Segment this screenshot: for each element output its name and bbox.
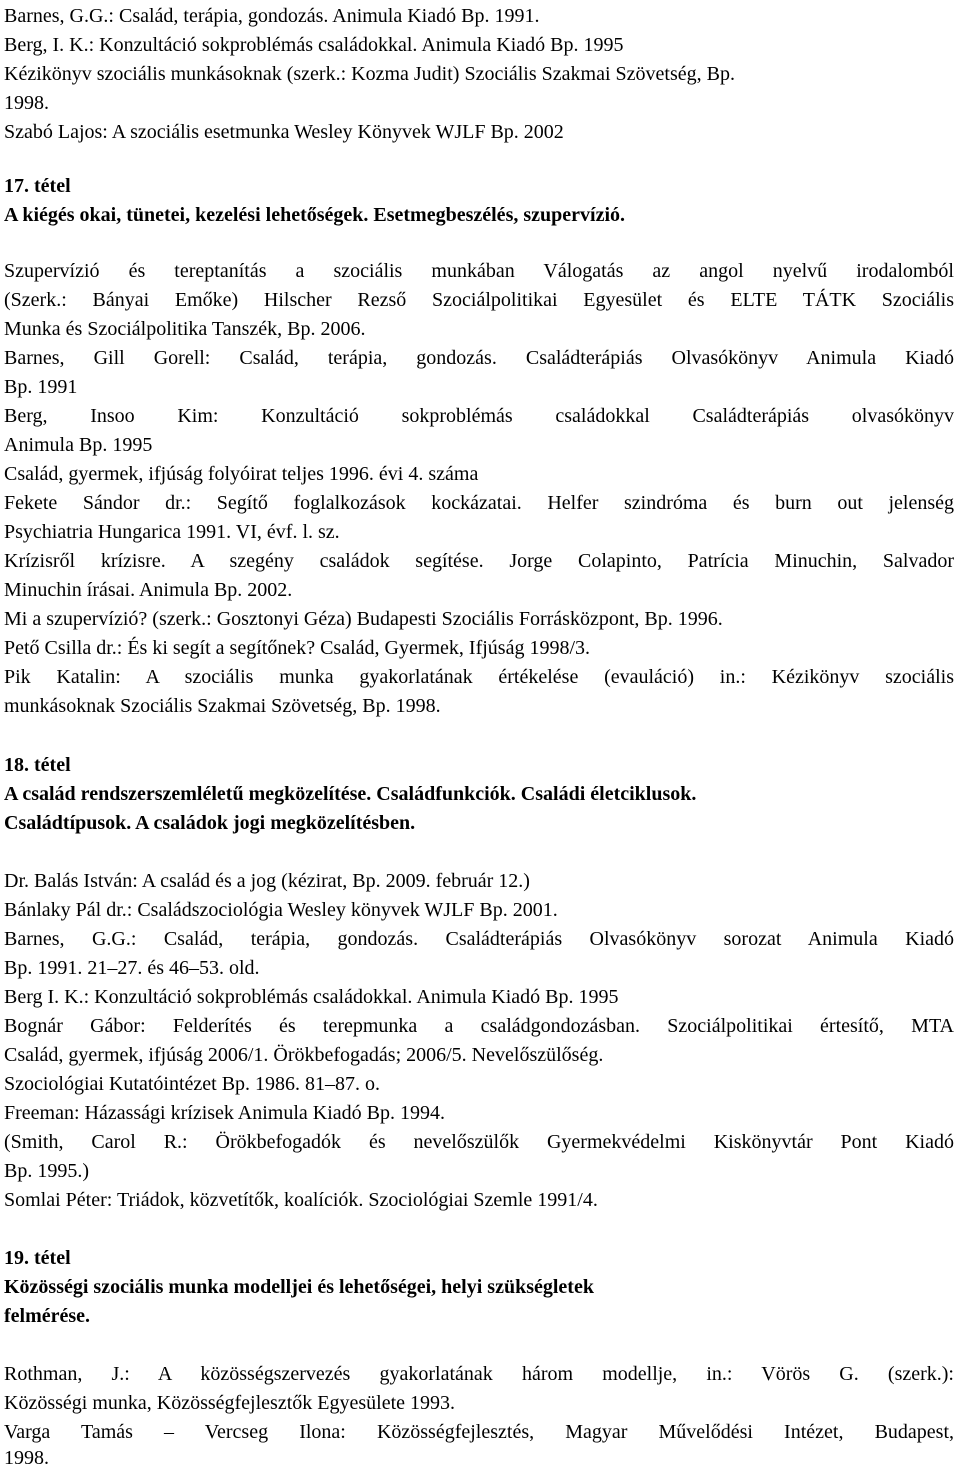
reference-line: (Smith, Carol R.: Örökbefogadók és nevelőszülők Gyermekvédelmi Kiskönyvtár Pont Kiadó xyxy=(4,1131,954,1153)
reference-line: Bánlaky Pál dr.: Családszociológia Wesley könyvek WJLF Bp. 2001. xyxy=(4,899,558,921)
reference-line: Barnes, G.G.: Család, terápia, gondozás. Családterápiás Olvasókönyv sorozat Animula Kiadó xyxy=(4,928,954,950)
reference-line: 1998. xyxy=(4,92,49,114)
section-number: 18. tétel xyxy=(4,754,71,776)
section-title: A kiégés okai, tünetei, kezelési lehetőségek. Esetmegbeszélés, szupervízió. xyxy=(4,204,625,226)
reference-line: Barnes, Gill Gorell: Család, terápia, gondozás. Családterápiás Olvasókönyv Animula Kiadó xyxy=(4,347,954,369)
reference-line: Somlai Péter: Triádok, közvetítők, koalíciók. Szociológiai Szemle 1991/4. xyxy=(4,1189,598,1211)
reference-line: Minuchin írásai. Animula Bp. 2002. xyxy=(4,579,293,601)
reference-line: Közösségi munka, Közösségfejlesztők Egyesülete 1993. xyxy=(4,1392,456,1414)
reference-line: munkásoknak Szociális Szakmai Szövetség, Bp. 1998. xyxy=(4,695,441,717)
section-title: A család rendszerszemléletű megközelítése. Családfunkciók. Családi életciklusok. xyxy=(4,783,697,805)
reference-line: Család, gyermek, ifjúság folyóirat teljes 1996. évi 4. száma xyxy=(4,463,479,485)
reference-line: Krízisről krízisre. A szegény családok segítése. Jorge Colapinto, Patrícia Minuchin, Salvador xyxy=(4,550,954,572)
reference-line: Bp. 1991 xyxy=(4,376,78,398)
section-number: 17. tétel xyxy=(4,175,71,197)
reference-line: Rothman, J.: A közösségszervezés gyakorlatának három modellje, in.: Vörös G. (szerk.): xyxy=(4,1363,954,1385)
reference-line: Varga Tamás – Vercseg Ilona: Közösségfejlesztés, Magyar Művelődési Intézet, Budapest, xyxy=(4,1421,954,1443)
reference-line: Dr. Balás István: A család és a jog (kézirat, Bp. 2009. február 12.) xyxy=(4,870,530,892)
reference-line: Szociológiai Kutatóintézet Bp. 1986. 81–87. o. xyxy=(4,1073,381,1095)
reference-line: Bognár Gábor: Felderítés és terepmunka a családgondozásban. Szociálpolitikai értesítő, MTA xyxy=(4,1015,954,1037)
section-title: Közösségi szociális munka modelljei és lehetőségei, helyi szükségletek xyxy=(4,1276,594,1298)
reference-line: Pik Katalin: A szociális munka gyakorlatának értékelése (evauláció) in.: Kézikönyv szociális xyxy=(4,666,954,688)
section-title: felmérése. xyxy=(4,1305,91,1327)
reference-line: Berg I. K.: Konzultáció sokproblémás családokkal. Animula Kiadó Bp. 1995 xyxy=(4,986,619,1008)
reference-line: (Szerk.: Bányai Emőke) Hilscher Rezső Szociálpolitikai Egyesület és ELTE TÁTK Szociális xyxy=(4,289,954,311)
reference-line: Freeman: Házassági krízisek Animula Kiadó Bp. 1994. xyxy=(4,1102,446,1124)
reference-line: Mi a szupervízió? (szerk.: Gosztonyi Géza) Budapesti Szociális Forrásközpont, Bp. 1996. xyxy=(4,608,723,630)
reference-line: Szupervízió és tereptanítás a szociális munkában Válogatás az angol nyelvű irodalomból xyxy=(4,260,954,282)
reference-line: Berg, I. K.: Konzultáció sokproblémás családokkal. Animula Kiadó Bp. 1995 xyxy=(4,34,624,56)
reference-line: Pető Csilla dr.: És ki segít a segítőnek? Család, Gyermek, Ifjúság 1998/3. xyxy=(4,637,591,659)
section-number: 19. tétel xyxy=(4,1247,71,1269)
reference-line: Bp. 1991. 21–27. és 46–53. old. xyxy=(4,957,260,979)
reference-line: Psychiatria Hungarica 1991. VI, évf. l. sz. xyxy=(4,521,340,543)
reference-line: 1998. xyxy=(4,1447,49,1469)
reference-line: Animula Bp. 1995 xyxy=(4,434,153,456)
reference-line: Kézikönyv szociális munkásoknak (szerk.: Kozma Judit) Szociális Szakmai Szövetség, Bp. xyxy=(4,63,735,85)
section-title: Családtípusok. A családok jogi megközelítésben. xyxy=(4,812,416,834)
reference-line: Munka és Szociálpolitika Tanszék, Bp. 2006. xyxy=(4,318,366,340)
reference-line: Szabó Lajos: A szociális esetmunka Wesley Könyvek WJLF Bp. 2002 xyxy=(4,121,564,143)
reference-line: Család, gyermek, ifjúság 2006/1. Örökbefogadás; 2006/5. Nevelőszülőség. xyxy=(4,1044,604,1066)
reference-line: Barnes, G.G.: Család, terápia, gondozás. Animula Kiadó Bp. 1991. xyxy=(4,5,540,27)
reference-line: Fekete Sándor dr.: Segítő foglalkozások kockázatai. Helfer szindróma és burn out jelenség xyxy=(4,492,954,514)
reference-line: Bp. 1995.) xyxy=(4,1160,89,1182)
reference-line: Berg, Insoo Kim: Konzultáció sokproblémás családokkal Családterápiás olvasókönyv xyxy=(4,405,954,427)
